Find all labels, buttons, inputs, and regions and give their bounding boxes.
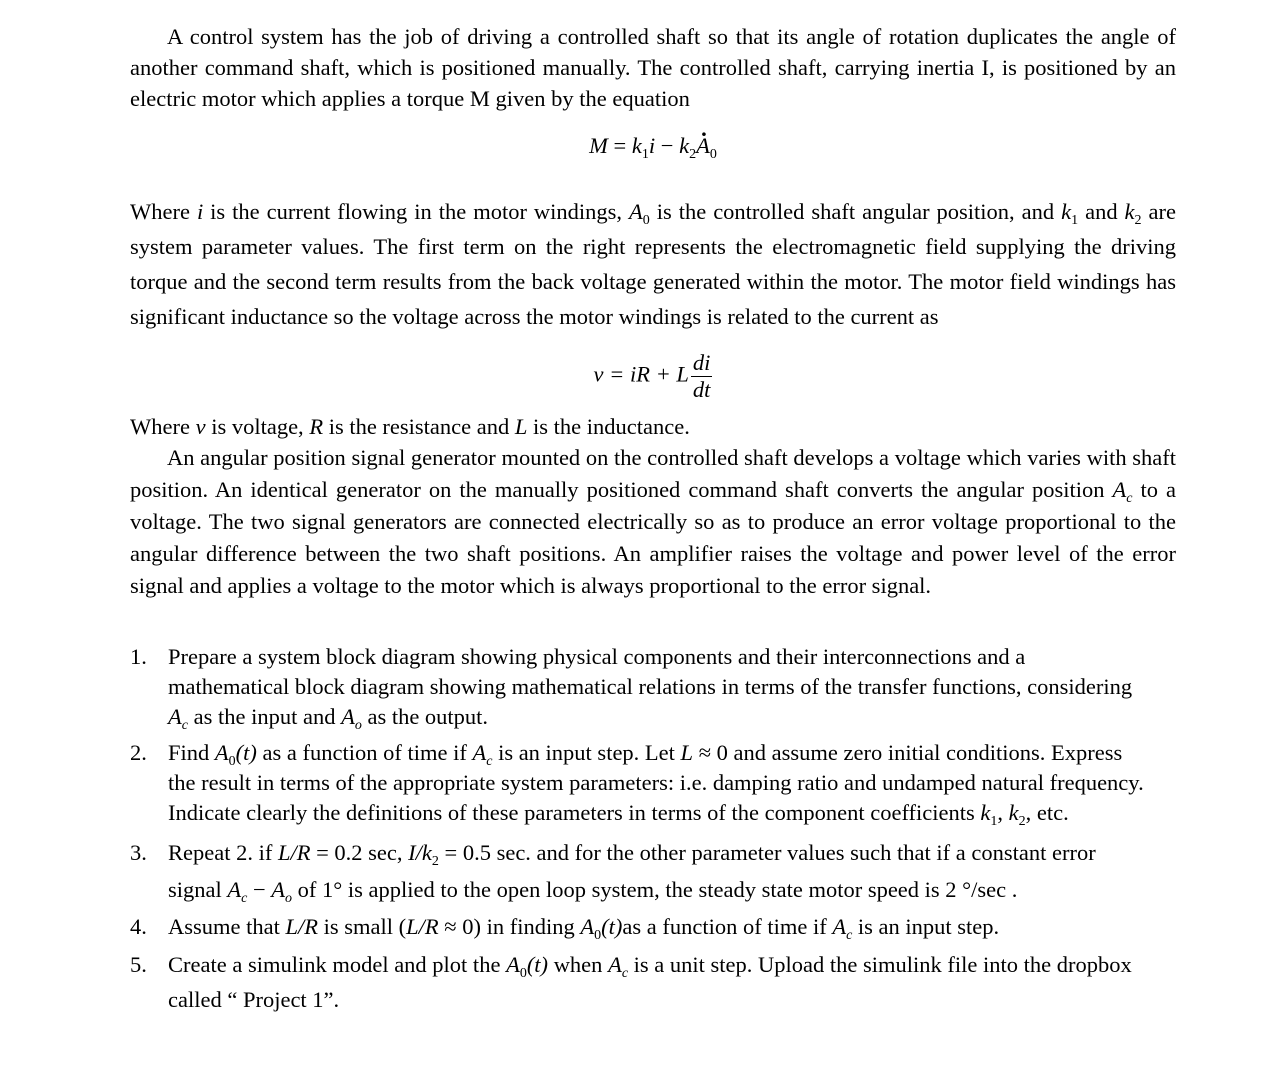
- task-item-3: 3. Repeat 2. if L/R = 0.2 sec, $I/k_2 = 0.5$ sec. and for the other parameter values such that if a constant error signal $A_c - A_o$ of 1° is applied to the open loop system, the steady state motor speed is 2 °/sec .: [130, 840, 1096, 906]
- task-item-4: 4. Assume that L/R is small (L/R ≈ 0) in finding $A_0(t)as$ a function of time if $A_c$ is an input step.: [130, 914, 1000, 943]
- voltage-equation: v = iR + L $\frac{di}{dt}$: [593, 350, 711, 402]
- task-item-2: 2. Find $A_0(t)$ as a function of time if $A_c$ is an input step. Let L ≈ 0 and assume zero initial conditions. Express the result in terms of the appropriate system parameters: i.e. damping ratio and undamped natural frequency. Indicate clearly the definitions of these parameters in terms of the component coefficients $k_1$, $k_2$, etc.: [130, 740, 1144, 829]
- task-list: [130, 642, 1150, 1017]
- torque-equation: $M = k_1i - k_2$. $A_0$: [130, 130, 1176, 161]
- variables-paragraph: Where v is voltage, R is the resistance and L is the inductance.: [130, 414, 690, 439]
- definitions-paragraph: Where i is the current flowing in the motor windings, $A_0$ is the controlled shaft angular position, and $k_1$ and $k_2$ are system parameter values. The first term on the right represents the electromagnetic field supplying the driving torque and the second term results from the back voltage generated within the motor. The motor field windings has significant inductance so the voltage across the motor windings is related to the current as: [130, 199, 1176, 329]
- task-item-5: 5. Create a simulink model and plot the $A_0(t)$ when $A_c$ is a unit step. Upload the simulink file into the dropbox called “ Project 1”.: [130, 952, 1132, 1012]
- intro-paragraph: A control system has the job of driving a controlled shaft so that its angle of rotation duplicates the angle of another command shaft, which is positioned manually. The controlled shaft, carrying inertia I, is positioned by an electric motor which applies a torque M given by the equation: [130, 24, 1176, 111]
- signal-generator-paragraph: An angular position signal generator mounted on the controlled shaft develops a voltage which varies with shaft position. An identical generator on the manually positioned command shaft converts the angular position $A_c$ to a voltage. The two signal generators are connected electrically so as to produce an error voltage proportional to the angular difference between the two shaft positions. An amplifier raises the voltage and power level of the error signal and applies a voltage to the motor which is always proportional to the error signal.: [130, 445, 1176, 598]
- di-dt-fraction: $\frac{di}{dt}$: [692, 350, 711, 402]
- task-item-1: 1. Prepare a system block diagram showing physical components and their interconnections and a mathematical block diagram showing mathematical relations in terms of the transfer functions, considering $A_c$ as the input and $A_o$ as the output.: [130, 644, 1133, 733]
